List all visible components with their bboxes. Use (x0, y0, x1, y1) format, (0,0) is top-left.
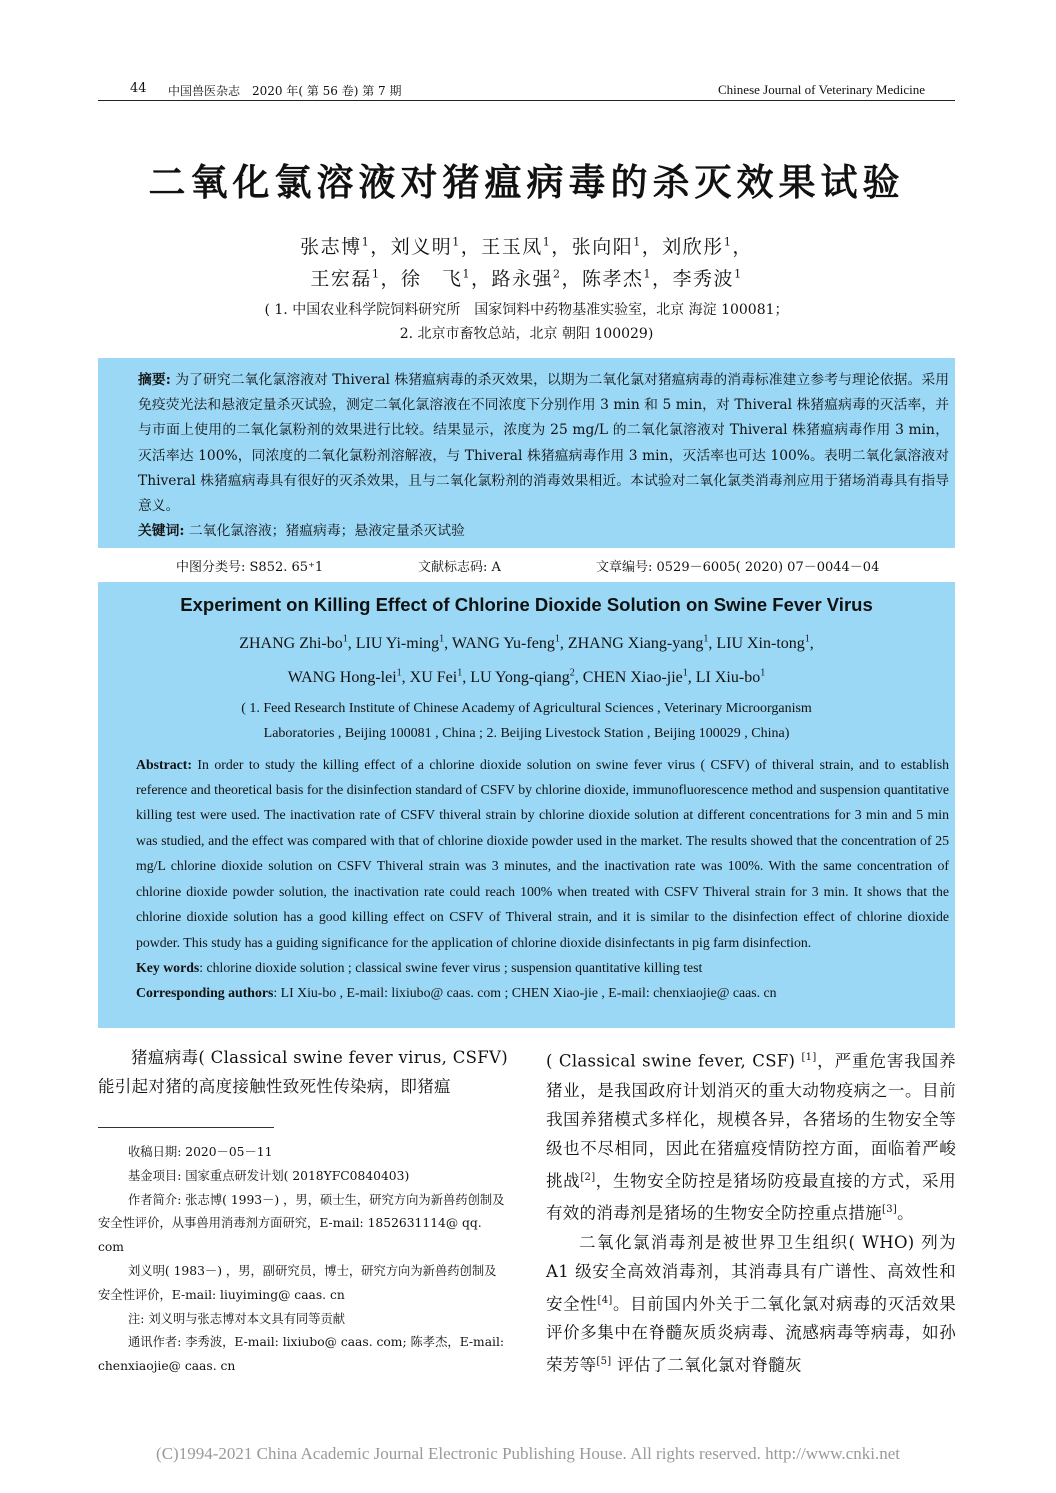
affiliation-cn-2: 2. 北京市畜牧总站，北京 朝阳 100029) (399, 326, 654, 342)
affiliation-en-2: Laboratories , Beijing 100081 , China ; 2. Beijing Livestock Station , Beijing 100029 , China) (263, 725, 790, 741)
journal-name-cn: 中国兽医杂志 2020 年( 第 56 卷) 第 7 期 (168, 84, 402, 98)
authors-cn-line-1 (98, 232, 955, 259)
footnote-author-bio-2: 刘义明( 1983－) ，男，副研究员，博士，研究方向为新兽药创制及安全性评价，E-mail: liuyiming@ caas. cn (98, 1263, 497, 1302)
abstract-en-box (98, 582, 955, 1028)
author: 路永强$^2$， (491, 267, 583, 290)
corresponding-label: Corresponding authors (136, 985, 274, 1001)
author: CHEN Xiao-jie$^1$, (582, 667, 696, 686)
affiliation-cn-1: ( 1. 中国农业科学院饲料研究所 国家饲料中药物基准实验室，北京 海淀 100081； (264, 302, 789, 318)
footnotes (98, 1141, 508, 1379)
footnote-author-bio-1: 作者简介: 张志博( 1993－) ，男，硕士生，研究方向为新兽药创制及安全性评价，从事兽用消毒剂方面研究，E-mail: 1852631114@ qq. com (98, 1192, 505, 1255)
author: 李秀波$^1$ (672, 267, 743, 290)
page-number: 44 (130, 81, 147, 96)
author: ZHANG Zhi-$bo^1$, (239, 634, 356, 653)
classification-line (98, 556, 955, 576)
copyright-watermark: (C)1994-2021 China Academic Journal Electronic Publishing House. All rights reserved. http://www.cnki.net (156, 1444, 900, 1463)
author: XU Fei$^1$, (409, 667, 471, 686)
keywords-cn-text: 二氧化氯溶液；猪瘟病毒；悬液定量杀灭试验 (184, 523, 465, 540)
abstract-en-body (104, 752, 949, 1006)
authors-en-line-1 (104, 625, 949, 658)
citation: [3] (882, 1204, 898, 1215)
author: 刘义明$^1$， (390, 235, 482, 258)
authors-en-line-2 (104, 658, 949, 691)
author: 张志博$^1$， (300, 235, 391, 258)
footnote-funding: 基金项目: 国家重点研发计划( 2018YFC0840403) (128, 1168, 410, 1183)
author: LIU Yi-ming$^1$, (355, 634, 452, 653)
article-title-cn: 二氧化氯溶液对猪瘟病毒的杀灭效果试验 (148, 161, 905, 204)
author: 张向阳$^1$， (571, 235, 663, 258)
clc-number: 中图分类号: S852. 65⁺1 (176, 560, 324, 575)
body-paragraph: 猪瘟病毒( Classical swine fever virus, CSFV) 能引起对猪的高度接触性致死性传染病，即猪瘟 (98, 1048, 508, 1096)
journal-name-en: Chinese Journal of Veterinary Medicine (718, 82, 925, 97)
abstract-cn-label: 摘要: (138, 372, 171, 388)
abstract-cn (104, 368, 949, 519)
running-header (98, 78, 955, 101)
author: 陈孝杰$^1$， (582, 267, 673, 290)
body-right-column (546, 1043, 956, 1380)
author: 徐 飞$^1$， (400, 267, 492, 290)
citation: [1] (801, 1052, 817, 1063)
keywords-en (104, 955, 949, 980)
article-number: 文章编号: 0529－6005( 2020) 07－0044－04 (596, 560, 880, 575)
author: LU Yong-qiang$^2$, (470, 667, 583, 686)
footnote-received: 收稿日期: 2020－05－11 (128, 1145, 273, 1159)
abstract-en-text: In order to study the killing effect of a chlorine dioxide solution on swine fever virus ( CSFV) of thiveral strain, and to establish reference and theoretical basis for the disinfection standard of CSFV by chlorine dioxide, immunofluorescence method and suspension quantitative killing test were used. The inactivation rate of CSFV thiveral strain by chlorine dioxide solution at different concentrations for 3 min and 5 min was studied, and the effect was compared with that of chlorine dioxide powder used in the market. The results showed that the concentration of 25 mg/L chlorine dioxide solution on CSFV Thiveral strain was 3 minutes, and the inactivation rate was 100%. With the same concentration of chlorine dioxide powder solution, the inactivation rate could reach 100% when treated with CSFV Thiveral strain for 3 min. It shows that the chlorine dioxide solution has a good killing effect on CSFV of Thiveral strain, and it is similar to the disinfection effect of chlorine dioxide powder. This study has a guiding significance for the application of chlorine dioxide disinfectants in pig farm disinfection. (136, 756, 949, 950)
author: 王宏磊$^1$， (310, 267, 401, 290)
corresponding-text: : LI Xiu-bo , E-mail: lixiubo@ caas. com ; CHEN Xiao-jie , E-mail: chenxiaojie@ caas. cn (273, 985, 777, 1001)
footnote-corresponding: 通讯作者: 李秀波，E-mail: lixiubo@ caas. com; 陈孝杰，E-mail: chenxiaojie@ caas. cn (98, 1335, 505, 1374)
body-left-column (98, 1043, 508, 1101)
footnote-note: 注: 刘义明与张志博对本文具有同等贡献 (128, 1311, 346, 1326)
citation: [4] (597, 1294, 613, 1306)
keywords-en-label: Key words (136, 959, 200, 975)
keywords-cn-label: 关键词: (138, 523, 185, 540)
abstract-en-label: Abstract: (136, 756, 192, 772)
author: WANG Yu-feng$^1$, (451, 634, 568, 653)
author: 刘欣彤$^1$， (662, 235, 753, 258)
abstract-cn-text: 为了研究二氧化氯溶液对 Thiveral 株猪瘟病毒的杀灭效果，以期为二氧化氯对猪瘟病毒的消毒标准建立参考与理论依据。采用免疫荧光法和悬液定量杀灭试验，测定二氧化氯溶液在不同浓度下分别作用 3 min 和 5 min，对 Thiveral 株猪瘟病毒的灭活率，并与市面上使用的二氧化氯粉剂的效果进行比较。结果显示，浓度为 25 mg/L 的二氧化氯溶液对 Thiveral 株猪瘟病毒作用 3 min，灭活率达 100%，同浓度的二氧化氯粉剂溶解液，与 Thiveral 株猪瘟病毒作用 3 min，灭活率也可达 100%。表明二氧化氯溶液对 Thiveral 株猪瘟病毒具有很好的灭杀效果，且与二氧化氯粉剂的消毒效果相近。本试验对二氧化氯类消毒剂应用于猪场消毒具有指导意义。 (138, 372, 949, 515)
keywords-cn (104, 519, 949, 544)
affiliation-en-1: ( 1. Feed Research Institute of Chinese Academy of Agricultural Sciences , Veterinary Microorganism (241, 700, 812, 716)
keywords-en-text: : chlorine dioxide solution ; classical swine fever virus ; suspension quantitative killing test (199, 959, 703, 975)
author: ZHANG Xiang-yang$^1$, (567, 634, 717, 653)
citation: [2] (580, 1171, 596, 1183)
authors-cn-line-2 (98, 264, 955, 291)
body-paragraph: 二氧化氯消毒剂是被世界卫生组织( WHO) 列为 A1 级安全高效消毒剂，其消毒具有广谱性、高效性和安全性[4]。目前国内外关于二氧化氯对病毒的灭活效果评价多集中在脊髓灰质炎病毒、流感病毒等病毒，如孙荣芳等[5] 评估了二氧化氯对脊髓灰 (546, 1232, 956, 1375)
document-code: 文献标志码: A (418, 560, 501, 575)
citation: [5] (596, 1356, 612, 1367)
author: WANG Hong-lei$^1$, (287, 667, 410, 686)
author: LI Xiu-$bo^1$ (695, 667, 766, 686)
abstract-en (104, 752, 949, 955)
author: 王玉凤$^1$， (481, 235, 572, 258)
article-title-en: Experiment on Killing Effect of Chlorine Dioxide Solution on Swine Fever Virus (180, 594, 873, 615)
body-paragraph: ( Classical swine fever, CSF) [1]，严重危害我国养猪业，是我国政府计划消灭的重大动物疫病之一。目前我国养猪模式多样化，规模各异，各猪场的生物安全等级也不尽相同，因此在猪瘟疫情防控方面，面临着严峻挑战[2]，生物安全防控是猪场防疫最直接的方式，采用有效的消毒剂是猪场的生物安全防控重点措施[3]。 (546, 1051, 956, 1223)
abstract-cn-box (98, 358, 955, 548)
corresponding-authors (104, 980, 949, 1005)
footnote-divider (98, 1127, 274, 1128)
author: LIU Xin-tong$^1$, (716, 634, 814, 653)
